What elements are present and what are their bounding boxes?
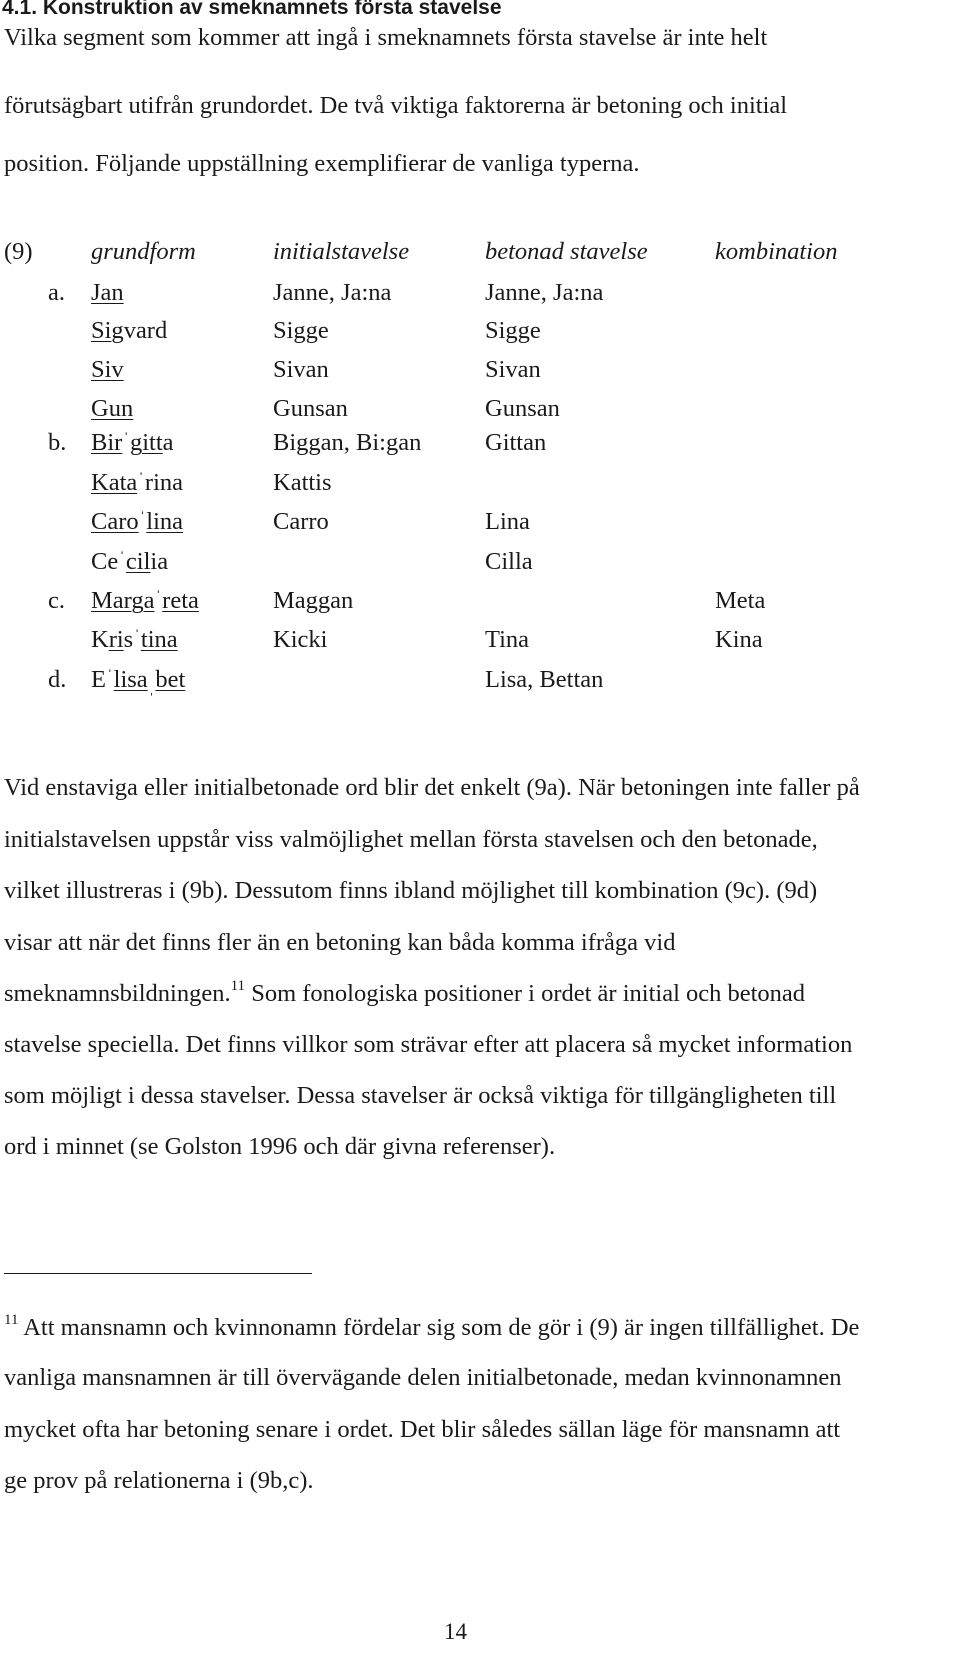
initial-margareta: Maggan	[273, 587, 354, 614]
label-d: d.	[48, 666, 67, 693]
initial-kristina: Kicki	[273, 626, 328, 653]
body-line-3: vilket illustreras i (9b). Dessutom finns ibland möjlighet till kombination (9c). (9d)	[4, 877, 818, 904]
footnote-line-3: mycket ofta har betoning senare i ordet. Det blir således sällan läge för mansnamn att	[4, 1416, 841, 1443]
label-b: b.	[48, 429, 67, 456]
base-katarina: Kataˈrina	[91, 469, 184, 496]
label-a: a.	[48, 279, 65, 306]
base-kristina: Krisˈtina	[91, 626, 178, 653]
base-sigvard: Sigvard	[91, 317, 168, 344]
initial-jan: Janne, Ja:na	[273, 279, 392, 306]
base-cecilia: Ceˈcilia	[91, 548, 169, 575]
stressed-jan: Janne, Ja:na	[485, 279, 604, 306]
stressed-carolina: Lina	[485, 508, 530, 535]
initial-carolina: Carro	[273, 508, 329, 535]
section-heading: 4.1. Konstruktion av smeknamnets första stavelse	[2, 0, 502, 19]
intro-line-2: förutsägbart utifrån grundordet. De två viktiga faktorerna är betoning och initial	[4, 92, 788, 119]
header-kombination: kombination	[715, 238, 838, 265]
base-jan: Jan	[91, 279, 124, 306]
header-initialstavelse: initialstavelse	[273, 238, 410, 265]
body-line-7: som möjligt i dessa stavelser. Dessa stavelser är också viktiga för tillgängligheten till	[4, 1082, 837, 1109]
stressed-gun: Gunsan	[485, 395, 560, 422]
base-siv: Siv	[91, 356, 124, 383]
combination-margareta: Meta	[715, 587, 766, 614]
stressed-kristina: Tina	[485, 626, 530, 653]
footnote-separator	[4, 1273, 312, 1274]
stressed-sigvard: Sigge	[485, 317, 541, 344]
initial-siv: Sivan	[273, 356, 329, 383]
base-gun: Gun	[91, 395, 134, 422]
footnote-ref: 11	[230, 978, 246, 994]
footnote-number: 11	[4, 1312, 19, 1328]
body-line-1: Vid enstaviga eller initialbetonade ord blir det enkelt (9a). När betoningen inte faller på	[4, 774, 860, 801]
footnote-line-4: ge prov på relationerna i (9b,c).	[4, 1467, 314, 1494]
initial-birgitta: Biggan, Bi:gan	[273, 429, 422, 456]
body-line-8: ord i minnet (se Golston 1996 och där givna referenser).	[4, 1133, 556, 1160]
base-elisabet: Eˈlisaˌbet	[91, 666, 186, 696]
label-c: c.	[48, 587, 65, 614]
stressed-cecilia: Cilla	[485, 548, 533, 575]
body-line-2: initialstavelsen uppstår viss valmöjlighet mellan första stavelsen och den betonade,	[4, 826, 818, 853]
initial-gun: Gunsan	[273, 395, 348, 422]
body-line-6: stavelse speciella. Det finns villkor som strävar efter att placera så mycket information	[4, 1031, 853, 1058]
body-line-4: visar att när det finns fler än en betoning kan båda komma ifråga vid	[4, 929, 676, 956]
base-carolina: Caroˈlina	[91, 508, 184, 535]
header-betonad-stavelse: betonad stavelse	[485, 238, 648, 265]
header-grundform: grundform	[91, 238, 196, 265]
body-line-5: smeknamnsbildningen.$^{11}$ Som fonologiska positioner i ordet är initial och betonad	[4, 978, 806, 1007]
intro-line-3: position. Följande uppställning exemplifierar de vanliga typerna.	[4, 150, 640, 177]
base-birgitta: Birˈgitta	[91, 429, 174, 456]
initial-katarina: Kattis	[273, 469, 332, 496]
combination-kristina: Kina	[715, 626, 763, 653]
stressed-siv: Sivan	[485, 356, 541, 383]
example-number: (9)	[4, 238, 33, 265]
base-margareta: Margaˈreta	[91, 587, 199, 614]
initial-sigvard: Sigge	[273, 317, 329, 344]
page-number: 14	[444, 1619, 467, 1644]
footnote-line-1: $^{11}$ Att mansnamn och kvinnonamn fördelar sig som de gör i (9) är ingen tillfällighet. De	[4, 1312, 860, 1341]
stressed-elisabet: Lisa, Bettan	[485, 666, 604, 693]
stressed-birgitta: Gittan	[485, 429, 547, 456]
intro-line-1: Vilka segment som kommer att ingå i smeknamnets första stavelse är inte helt	[4, 24, 768, 51]
footnote-line-2: vanliga mansnamnen är till övervägande delen initialbetonade, medan kvinnonamnen	[4, 1364, 842, 1391]
